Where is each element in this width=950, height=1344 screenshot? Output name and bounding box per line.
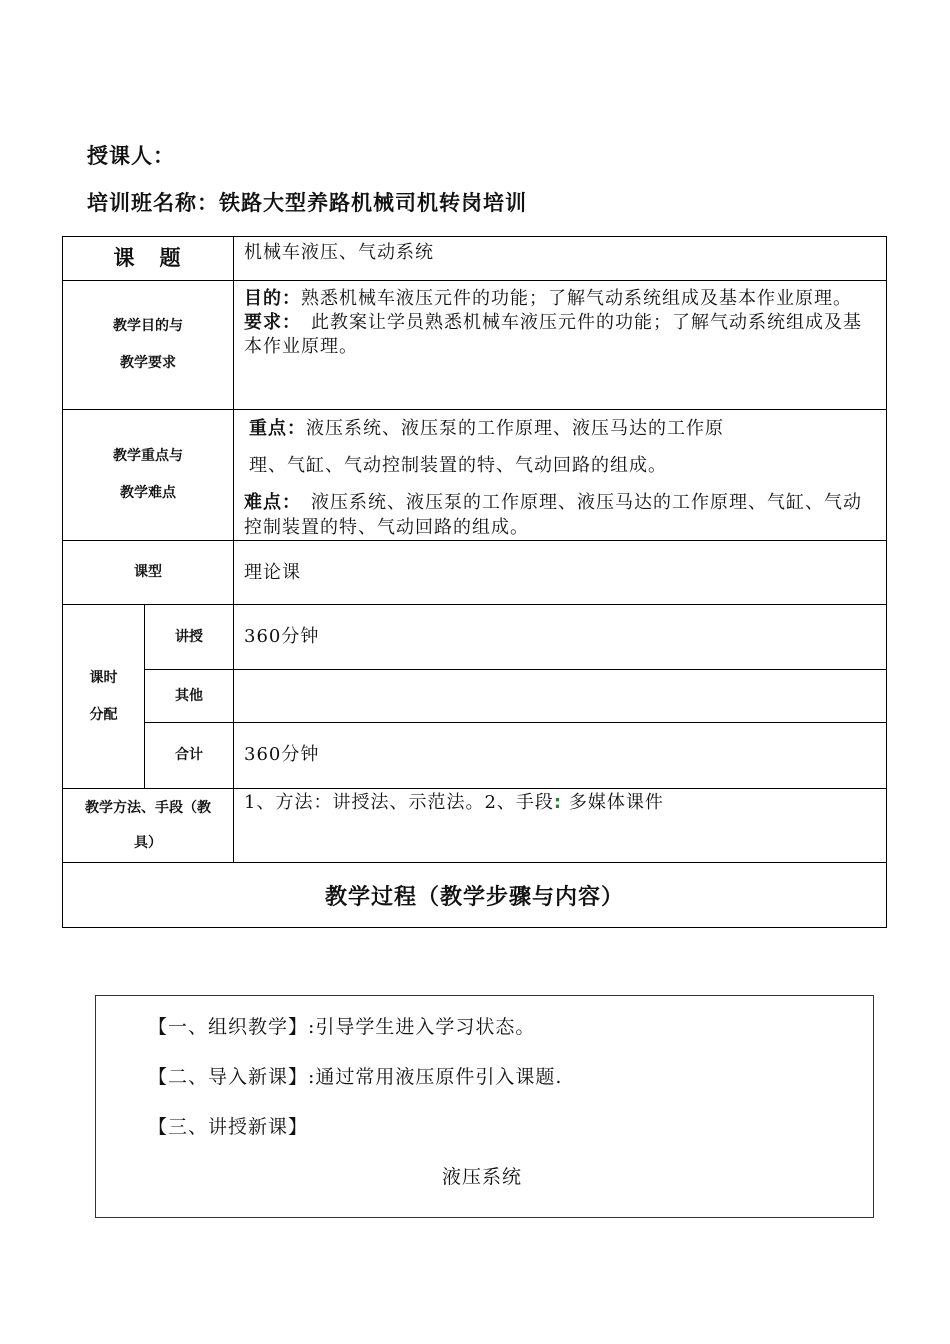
objective-label-line2: 教学要求 — [120, 355, 176, 371]
lecture-label: 讲授 — [145, 605, 234, 670]
other-value — [234, 670, 887, 723]
course-type-label: 课型 — [63, 541, 234, 605]
method-value — [234, 789, 887, 863]
requirement-text: 此教案让学员熟悉机械车液压元件的功能；了解气动系统组成及基本作业原理。 — [244, 312, 862, 357]
method-label-line1: 教学方法、手段（教 — [85, 799, 211, 816]
objective-label-line1: 教学目的与 — [113, 318, 183, 334]
key-point-text-1: 液压系统、液压泵的工作原理、液压马达的工作原 — [306, 418, 724, 439]
requirement-key: 要求： — [244, 312, 292, 333]
step-introduce: 【二、导入新课】:通过常用液压原件引入课题. — [148, 1066, 563, 1088]
class-name-label: 培训班名称：铁路大型养路机械司机转岗培训 — [87, 191, 527, 215]
hours-label-line2: 分配 — [89, 706, 118, 723]
topic-value: 机械车液压、气动系统 — [234, 237, 887, 281]
step-lecture: 【三、讲授新课】 — [148, 1116, 309, 1138]
focus-label-line1: 教学重点与 — [113, 448, 183, 464]
difficulty-text: 液压系统、液压泵的工作原理、液压马达的工作原理、气缸、气动控制装置的特、气动回路的组成。 — [244, 492, 862, 538]
key-point-key: 重点： — [249, 418, 306, 439]
focus-label — [63, 410, 234, 541]
method-label — [63, 789, 234, 863]
section-heading: 液压系统 — [442, 1166, 523, 1188]
objective-value — [234, 281, 887, 410]
lecturer-label: 授课人： — [87, 144, 175, 168]
focus-value — [234, 410, 887, 541]
topic-label: 课 题 — [63, 237, 234, 281]
focus-label-line2: 教学难点 — [120, 485, 176, 501]
method-text: 1、方法：讲授法、示范法。2、手段 — [244, 792, 554, 813]
lesson-plan-table — [62, 236, 887, 928]
method-tool-text: 多媒体课件 — [562, 792, 664, 813]
step-organize: 【一、组织教学】:引导学生进入学习状态。 — [148, 1016, 536, 1038]
lecture-value: 360分钟 — [234, 605, 887, 670]
method-label-line2: 具） — [134, 834, 162, 851]
teaching-process-title: 教学过程（教学步骤与内容） — [63, 863, 887, 928]
purpose-text: 熟悉机械车液压元件的功能；了解气动系统组成及基本作业原理。 — [301, 288, 852, 309]
hours-label — [63, 605, 145, 789]
total-label: 合计 — [145, 723, 234, 789]
objective-label — [63, 281, 234, 410]
difficulty-key: 难点： — [244, 492, 292, 513]
total-value: 360分钟 — [234, 723, 887, 789]
hours-label-line1: 课时 — [89, 669, 118, 686]
lesson-content-box — [95, 995, 874, 1218]
method-colon: : — [553, 792, 563, 813]
course-type-value: 理论课 — [234, 541, 887, 605]
purpose-key: 目的： — [244, 288, 301, 309]
other-label: 其他 — [145, 670, 234, 723]
key-point-text-2: 理、气缸、气动控制装置的特、气动回路的组成。 — [249, 455, 667, 476]
